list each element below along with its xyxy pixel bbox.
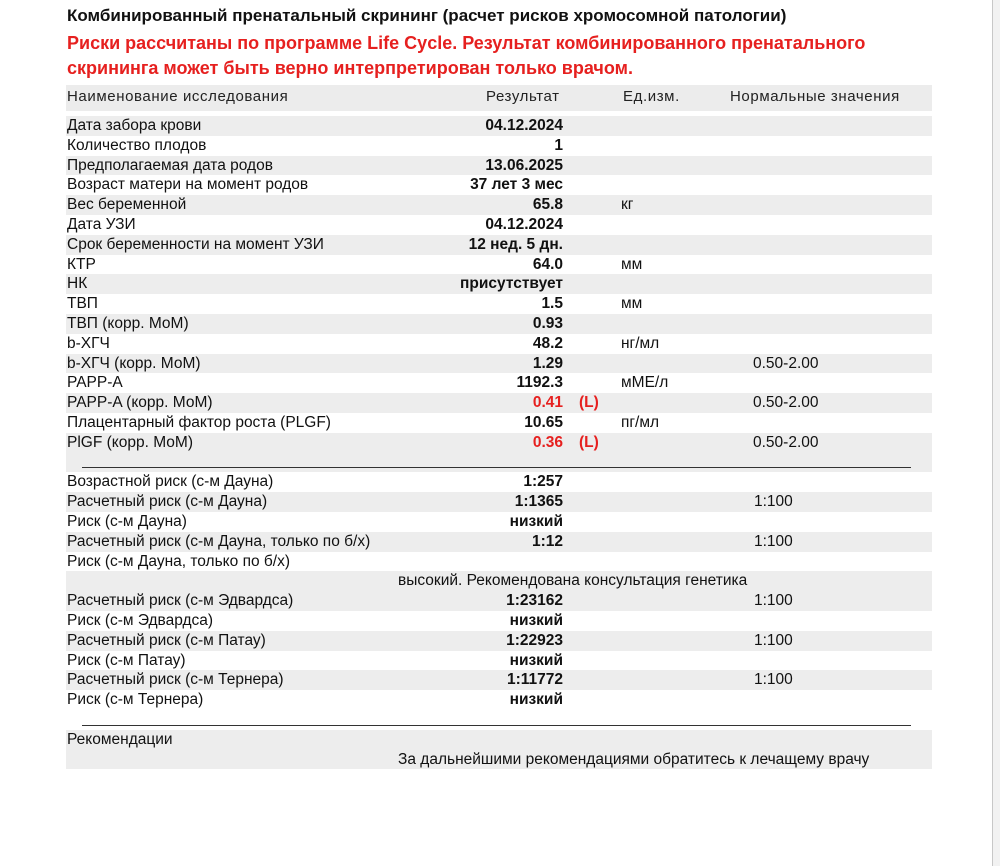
risk-row (66, 512, 932, 532)
section-divider-2 (66, 710, 932, 730)
row-name: Дата забора крови (67, 117, 202, 134)
risk-rows-2 (66, 591, 932, 710)
risk-row (66, 651, 932, 671)
header-result: Результат (486, 88, 560, 105)
recommendations-text: За дальнейшими рекомендациями обратитесь к лечащему врачу (398, 750, 870, 768)
row-value: 1.29 (532, 354, 563, 372)
low-flag: (L) (579, 394, 599, 412)
row-norm: 0.50-2.00 (753, 433, 819, 451)
row-name: НК (67, 275, 88, 293)
row-unit: мМЕ/л (621, 374, 669, 392)
row-value: 12 нед. 5 дн. (468, 235, 563, 253)
risk-name: Возрастной риск (с-м Дауна) (67, 473, 274, 491)
row-value: 04.12.2024 (485, 117, 563, 134)
row-norm: 0.50-2.00 (753, 354, 819, 372)
risk-row (66, 631, 932, 651)
row-name: Дата УЗИ (67, 215, 136, 233)
risk-rows (66, 472, 932, 571)
row-value: 04.12.2024 (485, 215, 563, 233)
recommendations-label: Рекомендации (67, 730, 173, 748)
row-value: 1192.3 (516, 374, 563, 392)
table-row (66, 175, 932, 195)
row-value: 13.06.2025 (485, 156, 563, 174)
risk-row (66, 552, 932, 572)
row-value: 1.5 (541, 295, 563, 313)
row-name: b-ХГЧ (67, 334, 110, 352)
table-row (66, 215, 932, 235)
risk-norm: 1:100 (754, 532, 793, 550)
recommendations-text-row (66, 750, 932, 770)
table-row (66, 413, 932, 433)
risk-row (66, 690, 932, 710)
table-row (66, 354, 932, 374)
risk-norm: 1:100 (754, 631, 793, 649)
table-row (66, 116, 932, 136)
table-header (66, 85, 932, 111)
risk-norm: 1:100 (754, 592, 793, 610)
table-row (66, 235, 932, 255)
table-row (66, 274, 932, 294)
row-name: Количество плодов (67, 136, 207, 154)
row-value: 1 (554, 136, 563, 154)
table-row (66, 393, 932, 413)
risk-value: низкий (509, 651, 563, 669)
table-row (66, 195, 932, 215)
table-row (66, 334, 932, 354)
header-unit: Ед.изм. (623, 88, 680, 105)
results-table (66, 85, 932, 769)
risk-name: Расчетный риск (с-м Дауна, только по б/х) (67, 532, 371, 550)
row-name: PAPP-A (корр. МоМ) (67, 394, 213, 412)
row-value: 10.65 (524, 413, 563, 431)
row-unit: мм (621, 255, 643, 273)
row-unit: кг (621, 196, 634, 214)
header-name: Наименование исследования (67, 88, 289, 105)
risk-value: низкий (509, 512, 563, 530)
row-value: присутствует (460, 275, 563, 293)
row-value: 0.41 (532, 394, 563, 412)
risk-value: 1:12 (531, 532, 563, 550)
risk-name: Расчетный риск (с-м Патау) (67, 631, 266, 649)
page-border (992, 0, 993, 866)
header-norm: Нормальные значения (730, 88, 900, 105)
row-name: Возраст матери на момент родов (67, 176, 309, 194)
document-title: Комбинированный пренатальный скрининг (расчет рисков хромосомной патологии) (67, 6, 787, 25)
table-row (66, 136, 932, 156)
section-divider (66, 453, 932, 473)
row-name: ТВП (67, 295, 98, 313)
row-unit: мм (621, 295, 643, 313)
measurement-rows (66, 116, 932, 453)
risk-row (66, 611, 932, 631)
row-name: Срок беременности на момент УЗИ (67, 235, 324, 253)
risk-row (66, 492, 932, 512)
down-biochem-note: высокий. Рекомендована консультация генетика (398, 572, 748, 590)
risk-name: Риск (с-м Эдвардса) (67, 611, 214, 629)
risk-row (66, 670, 932, 690)
risk-name: Расчетный риск (с-м Эдвардса) (67, 592, 294, 610)
risk-row (66, 591, 932, 611)
risk-name: Расчетный риск (с-м Тернера) (67, 671, 284, 689)
page-background-edge (993, 0, 1000, 866)
table-row (66, 373, 932, 393)
recommendations-label-row (66, 730, 932, 750)
table-row (66, 294, 932, 314)
row-name: Вес беременной (67, 196, 187, 214)
risk-name: Риск (с-м Тернера) (67, 691, 204, 709)
risk-name: Риск (с-м Дауна, только по б/х) (67, 552, 290, 570)
risk-value: 1:11772 (506, 671, 563, 689)
row-name: ТВП (корр. МоМ) (67, 314, 189, 332)
risk-row (66, 532, 932, 552)
row-name: PlGF (корр. МоМ) (67, 433, 193, 451)
row-norm: 0.50-2.00 (753, 394, 819, 412)
row-value: 64.0 (532, 255, 563, 273)
row-unit: нг/мл (621, 334, 660, 352)
row-name: PAPP-A (67, 374, 123, 392)
risk-value: низкий (509, 611, 563, 629)
low-flag: (L) (579, 433, 599, 451)
table-row (66, 255, 932, 275)
risk-value: низкий (509, 691, 563, 709)
row-name: Плацентарный фактор роста (PLGF) (67, 413, 331, 431)
risk-value: 1:22923 (506, 631, 563, 649)
risk-name: Риск (с-м Дауна) (67, 512, 187, 530)
table-row (66, 433, 932, 453)
risk-value: 1:23162 (506, 592, 563, 610)
risk-name: Расчетный риск (с-м Дауна) (67, 493, 268, 511)
row-name: КТР (67, 255, 96, 273)
risk-norm: 1:100 (754, 493, 793, 511)
risk-row (66, 472, 932, 492)
row-value: 0.36 (532, 433, 563, 451)
risk-value: 1:257 (523, 473, 563, 491)
row-value: 65.8 (532, 196, 563, 214)
warning-note: Риски рассчитаны по программе Life Cycle. Результат комбинированного пренатального скрининга может быть верно интерпретирован только врачом. (67, 33, 866, 78)
row-value: 37 лет 3 мес (470, 176, 563, 194)
row-unit: пг/мл (621, 413, 660, 431)
row-name: b-ХГЧ (корр. МоМ) (67, 354, 201, 372)
risk-norm: 1:100 (754, 671, 793, 689)
row-value: 0.93 (532, 314, 563, 332)
table-row (66, 156, 932, 176)
table-row (66, 314, 932, 334)
row-value: 48.2 (532, 334, 563, 352)
risk-name: Риск (с-м Патау) (67, 651, 186, 669)
row-name: Предполагаемая дата родов (67, 156, 273, 174)
risk-value: 1:1365 (514, 493, 563, 511)
down-biochem-note-row (66, 571, 932, 591)
